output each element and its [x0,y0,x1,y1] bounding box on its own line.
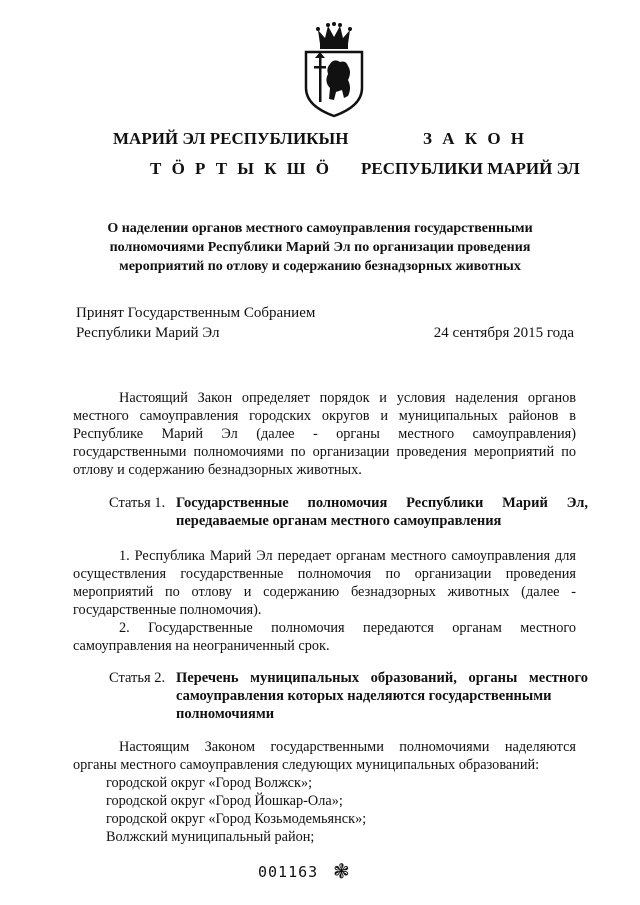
article1-body [73,547,576,655]
adoption-block [76,303,596,343]
header-left-line2: Т Ö Р Т Ы К Ш Ö [150,159,332,178]
preamble [73,389,576,479]
adopted-line1: Принят Государственным Собранием [76,305,316,321]
article2-title-line: полномочиями [176,706,275,722]
article2-label: Статья 2. [109,670,166,686]
adopted-line2: Республики Марий Эл [76,325,220,341]
article2-intro [73,738,576,774]
article1-label: Статья 1. [109,495,166,511]
coat-of-arms-icon [300,22,368,118]
footer-mark-icon: ❃ [333,859,350,883]
article1-paragraph2: 2. Государственные полномочия передаются органам местного самоуправления на неограниченный срок. [73,620,576,654]
law-title [60,219,580,276]
law-title-line: мероприятий по отлову и содержанию безнадзорных животных [119,259,521,274]
article1-title-line: передаваемые органам местного самоуправления [176,513,502,529]
adoption-date: 24 сентября 2015 года [433,325,574,341]
article1-title [176,494,588,530]
header-right-line1: З А К О Н [423,129,528,148]
article2-intro-text: Настоящим Законом государственными полномочиями наделяются органы местного самоуправления следующих муниципальных образований: [73,739,576,773]
header-right-line2: РЕСПУБЛИКИ МАРИЙ ЭЛ [361,159,580,178]
list-item: городской округ «Город Волжск»; [106,775,313,791]
list-item: городской округ «Город Йошкар-Ола»; [106,793,343,809]
preamble-text: Настоящий Закон определяет порядок и условия наделения органов местного самоуправления городских округов и муниципальных районов в Республике Марий Эл (далее - органы местного самоуправления) государственными полномочиями по организации проведения мероприятий по отлову и содержанию безнадзорных животных. [73,390,576,478]
article2-title-line: самоуправления которых наделяются государственными [176,688,552,704]
header-left-line1: МАРИЙ ЭЛ РЕСПУБЛИКЫН [113,129,349,148]
article1-title-line: Государственные полномочия Республики Марий Эл, [176,495,588,511]
document-number: 001163 [258,863,319,881]
law-title-line: О наделении органов местного самоуправления государственными [107,221,533,236]
municipality-list [106,774,366,846]
article2-title-line: Перечень муниципальных образований, органы местного [176,670,588,686]
law-title-line: полномочиями Республики Марий Эл по организации проведения [109,240,531,255]
list-item: Волжский муниципальный район; [106,829,315,845]
article1-paragraph1: 1. Республика Марий Эл передает органам местного самоуправления для осуществления государственные полномочия по организации проведения мероприятий по отлову и содержанию безнадзорных животных (далее - государственные полномочия). [73,548,576,618]
list-item: городской округ «Город Козьмодемьянск»; [106,811,367,827]
article2-title [176,669,588,723]
